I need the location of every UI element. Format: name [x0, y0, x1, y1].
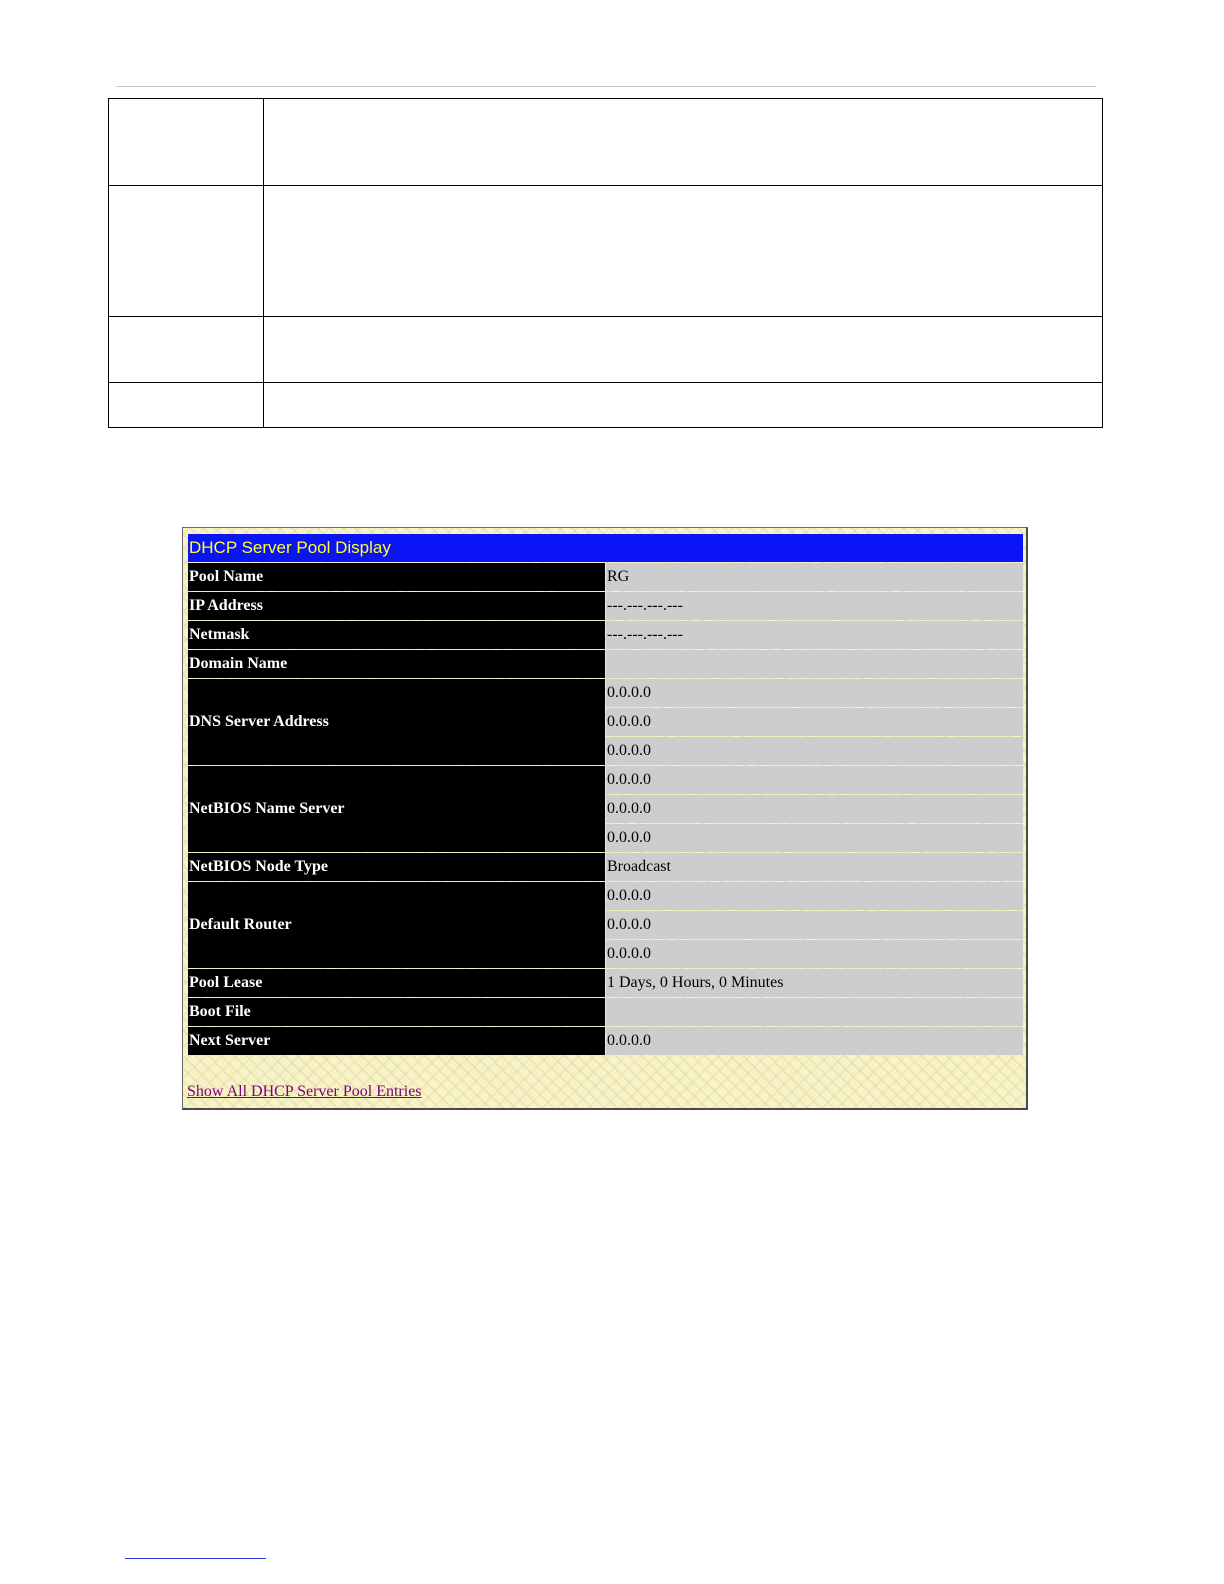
domain-name-value: [606, 650, 1023, 678]
netmask-value: ---.---.---.---: [606, 621, 1023, 649]
next-server-value: 0.0.0.0: [606, 1027, 1023, 1055]
dns-server-address-row: [188, 679, 1023, 707]
domain-name-label: Domain Name: [188, 650, 605, 678]
show-all-entries-link[interactable]: Show All DHCP Server Pool Entries: [187, 1083, 422, 1100]
page-header-rule: [116, 86, 1096, 87]
parameter-row: [109, 99, 1103, 186]
netmask-label: Netmask: [188, 621, 605, 649]
default-router-value: 0.0.0.0: [606, 911, 1023, 939]
boot-file-label: Boot File: [188, 998, 605, 1026]
footer-link-underline: [125, 1558, 266, 1559]
default-router-row: [188, 882, 1023, 910]
pool-name-label: Pool Name: [188, 563, 605, 591]
pool-lease-value: 1 Days, 0 Hours, 0 Minutes: [606, 969, 1023, 997]
dns-server-address-value: 0.0.0.0: [606, 679, 1023, 707]
parameter-description-cell: [264, 99, 1103, 186]
ip-address-value: ---.---.---.---: [606, 592, 1023, 620]
default-router-value: 0.0.0.0: [606, 940, 1023, 968]
dhcp-server-pool-window: [182, 527, 1028, 1110]
parameter-row: [109, 317, 1103, 383]
parameter-row: [109, 186, 1103, 317]
dns-server-address-value: 0.0.0.0: [606, 708, 1023, 736]
pool-name-row: [188, 563, 1023, 591]
parameter-row: [109, 383, 1103, 428]
netbios-name-server-value: 0.0.0.0: [606, 824, 1023, 852]
netbios-name-server-label: NetBIOS Name Server: [188, 766, 605, 852]
parameter-description-cell: [264, 317, 1103, 383]
default-router-label: Default Router: [188, 882, 605, 968]
pool-lease-row: [188, 969, 1023, 997]
parameter-name-cell: [109, 383, 264, 428]
boot-file-value: [606, 998, 1023, 1026]
title-row: [188, 534, 1023, 562]
dns-server-address-value: 0.0.0.0: [606, 737, 1023, 765]
ip-address-label: IP Address: [188, 592, 605, 620]
netbios-name-server-value: 0.0.0.0: [606, 795, 1023, 823]
dhcp-pool-table: [187, 533, 1024, 1056]
show-all-link-row: [187, 1083, 422, 1101]
parameter-name-cell: [109, 317, 264, 383]
netbios-name-server-value: 0.0.0.0: [606, 766, 1023, 794]
default-router-value: 0.0.0.0: [606, 882, 1023, 910]
netmask-row: [188, 621, 1023, 649]
next-server-label: Next Server: [188, 1027, 605, 1055]
domain-name-row: [188, 650, 1023, 678]
netbios-node-type-label: NetBIOS Node Type: [188, 853, 605, 881]
netbios-node-type-value: Broadcast: [606, 853, 1023, 881]
parameter-name-cell: [109, 186, 264, 317]
parameter-description-cell: [264, 186, 1103, 317]
pool-name-value: RG: [606, 563, 1023, 591]
netbios-node-type-row: [188, 853, 1023, 881]
dns-server-address-label: DNS Server Address: [188, 679, 605, 765]
boot-file-row: [188, 998, 1023, 1026]
netbios-name-server-row: [188, 766, 1023, 794]
window-title: DHCP Server Pool Display: [188, 534, 1023, 562]
next-server-row: [188, 1027, 1023, 1055]
ip-address-row: [188, 592, 1023, 620]
parameter-description-cell: [264, 383, 1103, 428]
parameter-name-cell: [109, 99, 264, 186]
pool-lease-label: Pool Lease: [188, 969, 605, 997]
parameter-description-table: [108, 98, 1103, 428]
